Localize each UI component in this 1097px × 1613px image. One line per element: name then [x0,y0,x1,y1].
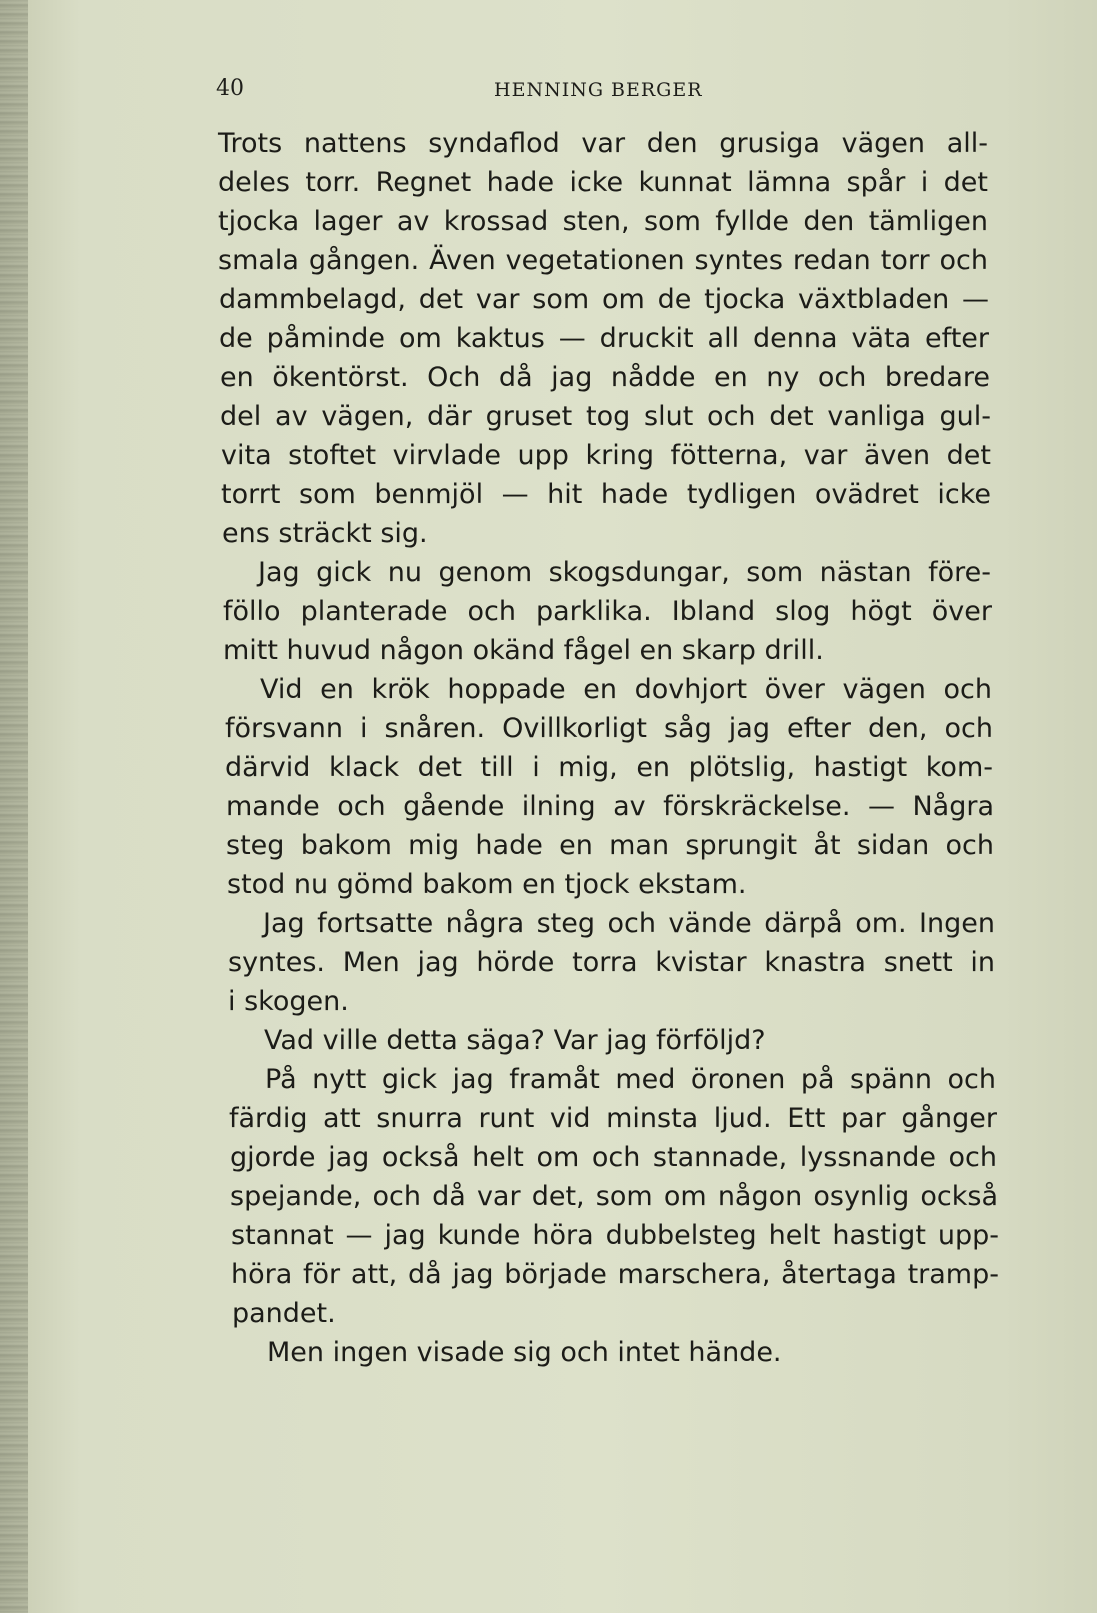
text-line: pandet. [232,1298,336,1329]
text-line: stannat — jag kunde höra dubbelsteg helt hastigt upp- [231,1220,999,1251]
text-line: syntes. Men jag hörde torra kvistar knastra snett in [228,947,995,978]
text-line: gjorde jag också helt om och stannade, lyssnande och [230,1142,997,1173]
text-line: Vid en krök hoppade en dovhjort över vägen och [260,674,992,705]
text-line: därvid klack det till i mig, en plötslig, hastigt kom- [225,752,993,783]
text-line: dammbelagd, det var som om de tjocka växtbladen — [219,284,989,315]
text-line: föllo planterade och parklika. Ibland slog högt över [223,596,992,627]
text-line: de påminde om kaktus — druckit all denna väta efter [219,323,989,354]
text-line: spejande, och då var det, som om någon osynlig också [230,1181,998,1212]
text-line: ens sträckt sig. [222,518,428,549]
text-line: stod nu gömd bakom en tjock ekstam. [227,869,747,900]
text-line: Vad ville detta säga? Var jag förföljd? [264,1025,766,1056]
text-line: deles torr. Regnet hade icke kunnat lämna spår i det [218,167,988,198]
book-spine-shadow [0,0,28,1613]
running-head: HENNING BERGER [494,79,703,101]
text-line: På nytt gick jag framåt med öronen på spänn och [265,1064,996,1095]
text-line: försvann i snåren. Ovillkorligt såg jag efter den, och [225,713,993,744]
text-line: smala gången. Även vegetationen syntes redan torr och [218,245,988,276]
text-line: vita stoftet virvlade upp kring fötterna, var även det [221,440,991,471]
text-line: Trots nattens syndaflod var den grusiga vägen all- [218,128,988,159]
text-line: färdig att snurra runt vid minsta ljud. Ett par gånger [229,1103,997,1134]
text-line: en ökentörst. Och då jag nådde en ny och bredare [220,362,990,393]
page-header [216,76,1006,110]
text-line: Jag gick nu genom skogsdungar, som nästan före- [258,557,991,588]
text-line: tjocka lager av krossad sten, som fyllde den tämligen [218,206,988,237]
text-line: mitt huvud någon okänd fågel en skarp drill. [223,635,824,666]
page-number: 40 [216,76,244,101]
text-line: del av vägen, där gruset tog slut och det vanliga gul- [220,401,991,432]
text-line: i skogen. [228,986,349,1017]
text-line: Jag fortsatte några steg och vände därpå om. Ingen [263,908,995,939]
text-line: Men ingen visade sig och intet hände. [267,1337,782,1368]
text-line: torrt som benmjöl — hit hade tydligen ovädret icke [221,479,991,510]
text-line: steg bakom mig hade en man sprungit åt sidan och [226,830,994,861]
text-line: mande och gående ilning av förskräckelse. — Några [226,791,994,822]
text-line: höra för att, då jag började marschera, återtaga tramp- [231,1259,999,1290]
